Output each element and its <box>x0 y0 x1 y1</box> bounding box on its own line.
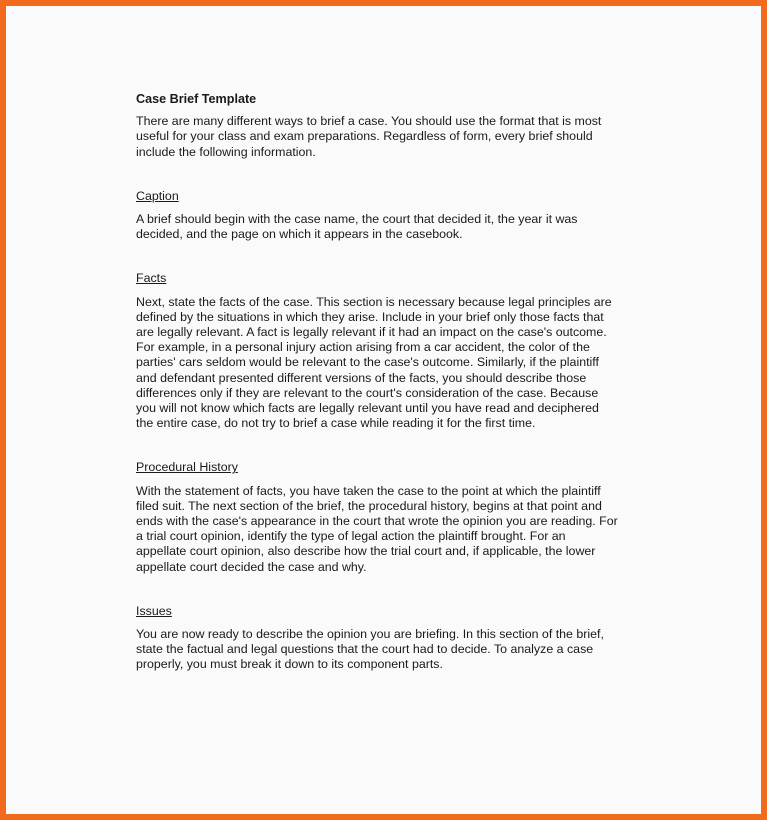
section-heading: Facts <box>136 271 167 286</box>
document-body <box>136 92 651 673</box>
paragraph-line: defined by the situations in which they arise. Include in your brief only those facts that <box>136 309 604 324</box>
paragraph-line: a trial court opinion, identify the type of legal action the plaintiff brought. For an <box>136 529 566 544</box>
section-heading: Procedural History <box>136 460 238 475</box>
intro-line: include the following information. <box>136 144 316 159</box>
section-caption <box>136 189 651 243</box>
paragraph-line: A brief should begin with the case name, the court that decided it, the year it was <box>136 212 578 227</box>
paragraph-line: filed suit. The next section of the brief, the procedural history, begins at that point and <box>136 498 602 513</box>
paragraph-line: Next, state the facts of the case. This section is necessary because legal principles are <box>136 294 612 309</box>
section-procedural-history <box>136 460 651 574</box>
paragraph-line: With the statement of facts, you have taken the case to the point at which the plaintiff <box>136 483 601 498</box>
section-paragraph <box>136 212 651 242</box>
paragraph-line: You are now ready to describe the opinion you are briefing. In this section of the brief, <box>136 627 604 642</box>
section-facts <box>136 271 651 431</box>
paragraph-line: you will not know which facts are legally relevant until you have read and deciphered <box>136 401 599 416</box>
section-paragraph <box>136 484 651 575</box>
section-heading: Caption <box>136 188 179 203</box>
paragraph-line: and defendant presented different versions of the facts, you should describe those <box>136 370 587 385</box>
paragraph-line: the entire case, do not try to brief a case while reading it for the first time. <box>136 416 536 431</box>
paragraph-line: are legally relevant. A fact is legally relevant if it had an impact on the case's outcome. <box>136 325 607 340</box>
section-paragraph <box>136 627 651 673</box>
paragraph-line: properly, you must break it down to its component parts. <box>136 657 443 672</box>
document-title: Case Brief Template <box>136 92 257 106</box>
section-paragraph <box>136 295 651 432</box>
paragraph-line: decided, and the page on which it appears in the casebook. <box>136 227 463 242</box>
paragraph-line: appellate court opinion, also describe how the trial court and, if applicable, the lower <box>136 544 596 559</box>
intro-paragraph <box>136 114 651 160</box>
paragraph-line: state the factual and legal questions that the court had to decide. To analyze a case <box>136 642 594 657</box>
paragraph-line: parties' cars seldom would be relevant to the case's outcome. Similarly, if the plaintiff <box>136 355 599 370</box>
paragraph-line: For example, in a personal injury action arising from a car accident, the color of the <box>136 340 590 355</box>
paragraph-line: ends with the case's appearance in the court that wrote the opinion you are reading. For <box>136 514 618 529</box>
paragraph-line: differences only if they are relevant to the court's consideration of the case. Because <box>136 385 599 400</box>
intro-line: useful for your class and exam preparations. Regardless of form, every brief should <box>136 129 593 144</box>
intro-line: There are many different ways to brief a case. You should use the format that is most <box>136 114 602 129</box>
section-heading: Issues <box>136 603 172 618</box>
paragraph-line: appellate court decided the case and why. <box>136 559 367 574</box>
section-issues <box>136 604 651 673</box>
